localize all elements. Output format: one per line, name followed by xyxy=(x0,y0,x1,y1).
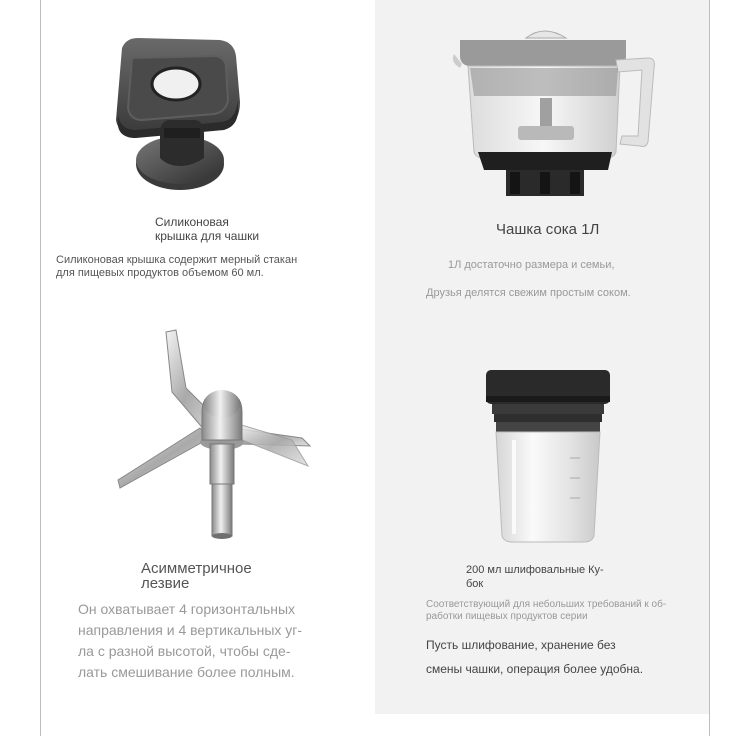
lid-description: Силиконовая крышка содержит мерный стакан для пищевых продуктов объемом 60 мл. xyxy=(56,254,298,279)
grinder-cup-image xyxy=(480,368,615,548)
blade-description: Он охватывает 4 горизонтальных направления и 4 вертикальных уг- ла с разной высотой, чтобы сде- лать смешивание более полным. xyxy=(78,601,303,680)
juicer-description-line2: Друзья делятся свежим простым соком. xyxy=(426,287,631,299)
blade-image xyxy=(112,328,322,543)
lid-image xyxy=(108,34,248,204)
juicer-image xyxy=(448,24,663,204)
blade-title: Асимметричное лезвие xyxy=(141,560,252,592)
grinder-cup-small-description: Соответствующий для небольших требований к об- работки пищевых продуктов серии xyxy=(426,599,667,622)
juicer-title: Чашка сока 1Л xyxy=(496,221,600,238)
juicer-description-line1: 1Л достаточно размера и семьи, xyxy=(448,259,615,271)
grinder-cup-description: Пусть шлифование, хранение без смены чашки, операция более удобна. xyxy=(426,638,644,676)
lid-title: Силиконовая крышка для чашки xyxy=(155,215,260,243)
right-border-line xyxy=(709,0,710,736)
left-border-line xyxy=(40,0,41,736)
grinder-cup-title: 200 мл шлифовальные Ку- бок xyxy=(466,564,604,590)
